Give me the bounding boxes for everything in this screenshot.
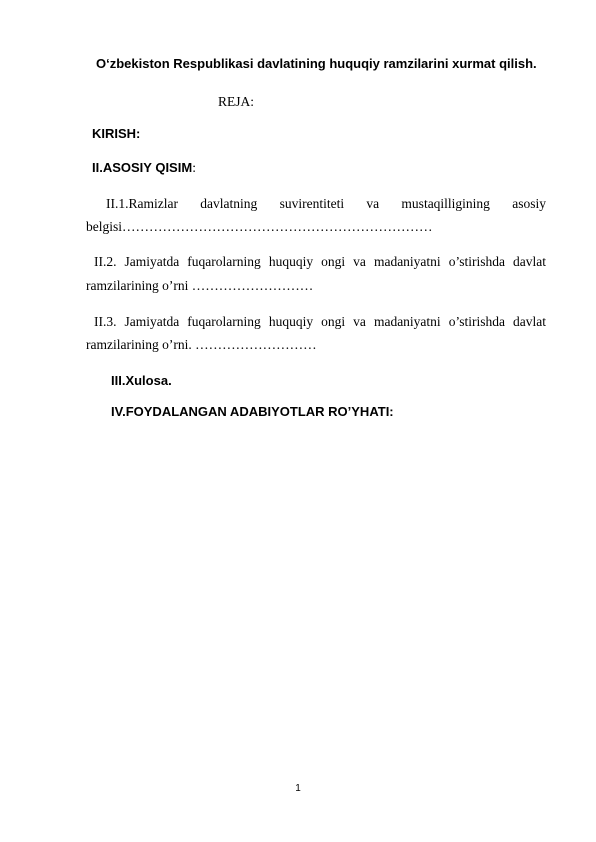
section-main-heading-text: II.ASOSIY QISIM	[92, 160, 193, 175]
section-intro-heading: KIRISH:	[92, 126, 141, 141]
outline-item-2-line-1: II.2. Jamiyatda fuqarolarning huquqiy ongi va madaniyatni o’stirishda davlat	[94, 254, 546, 269]
document-title: O‘zbekiston Respublikasi davlatining huquqiy ramzilarini xurmat qilish.	[96, 56, 537, 71]
outline-item-1-line-2: belgisi……………………………………………………………	[86, 219, 433, 234]
outline-item-2-line-2: ramzilarining o’rni ………………………	[86, 278, 314, 293]
section-references-heading: IV.FOYDALANGAN ADABIYOTLAR RO’YHATI:	[111, 404, 394, 419]
section-conclusion-heading: III.Xulosa.	[111, 373, 172, 388]
outline-item-3-line-2: ramzilarining o’rni. ………………………	[86, 337, 317, 352]
section-main-heading-colon: :	[192, 160, 196, 175]
page-number: 1	[295, 783, 301, 794]
plan-label: REJA:	[218, 94, 255, 109]
outline-item-1-line-1: II.1.Ramizlar davlatning suvirentiteti va mustaqilligining asosiy	[106, 196, 546, 211]
section-main-heading	[92, 160, 196, 176]
outline-item-3-line-1: II.3. Jamiyatda fuqarolarning huquqiy ongi va madaniyatni o’stirishda davlat	[94, 314, 546, 329]
